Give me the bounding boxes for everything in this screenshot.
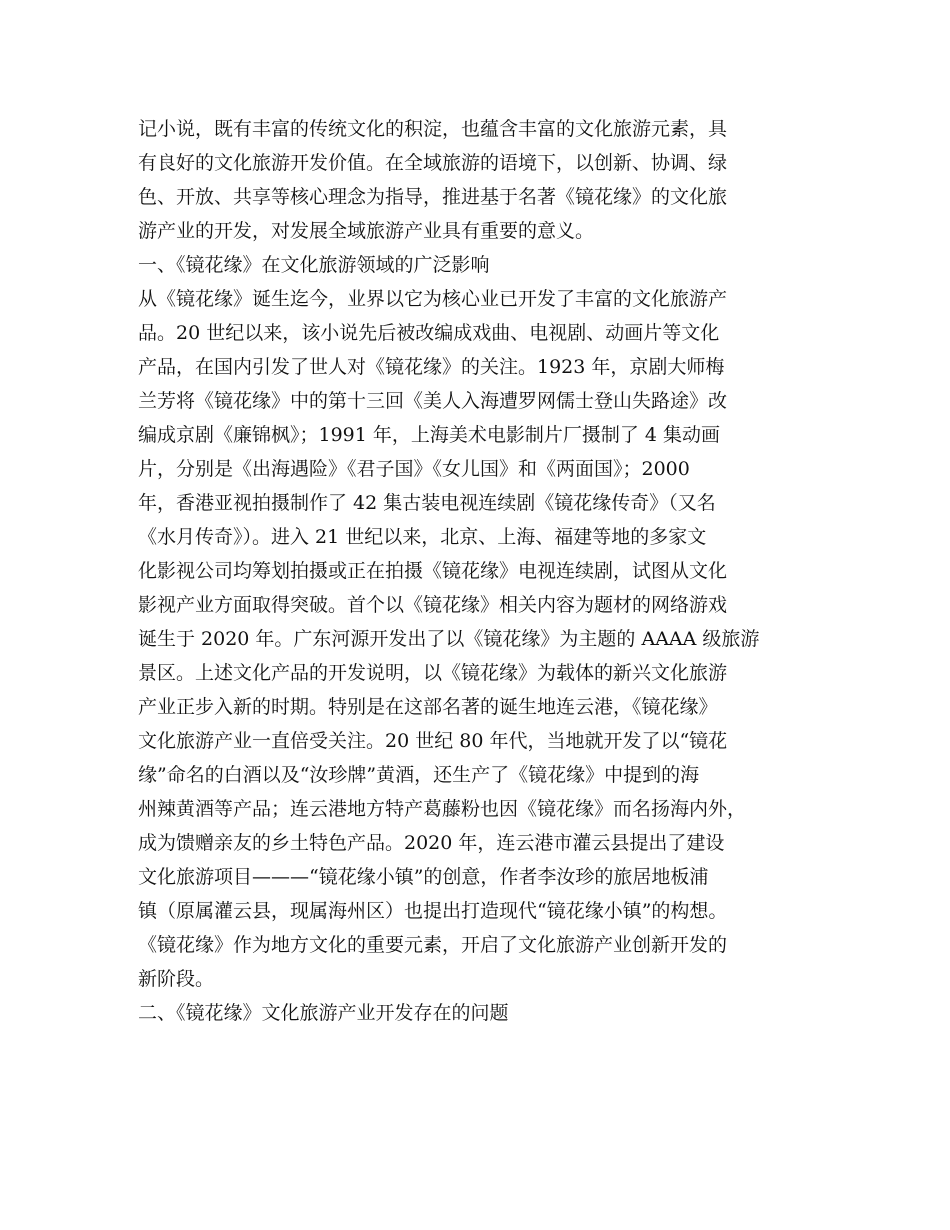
paragraph-line: 文化旅游产业一直倍受关注。20 世纪 80 年代，当地就开发了以“镜花 <box>138 730 728 752</box>
paragraph-line: 《水月传奇》）。进入 21 世纪以来，北京、上海、福建等地的多家文 <box>138 526 707 548</box>
paragraph-line: 镇（原属灌云县，现属海州区）也提出打造现代“镜花缘小镇”的构想。 <box>138 900 728 922</box>
paragraph-line: 产品，在国内引发了世人对《镜花缘》的关注。1923 年，京剧大师梅 <box>138 356 725 378</box>
paragraph-line: 片，分别是《出海遇险》《君子国》《女儿国》和《两面国》；2000 <box>138 458 690 480</box>
paragraph-line: 《镜花缘》作为地方文化的重要元素，开启了文化旅游产业创新开发的 <box>138 934 728 956</box>
paragraph-line: 色、开放、共享等核心理念为指导，推进基于名著《镜花缘》的文化旅 <box>138 186 728 208</box>
paragraph-line: 成为馈赠亲友的乡土特色产品。2020 年，连云港市灌云县提出了建设 <box>138 832 725 854</box>
paragraph-line: 游产业的开发，对发展全域旅游产业具有重要的意义。 <box>138 220 595 242</box>
paragraph-line: 有良好的文化旅游开发价值。在全域旅游的语境下，以创新、协调、绿 <box>138 152 728 174</box>
paragraph-line: 产业正步入新的时期。特别是在这部名著的诞生地连云港，《镜花缘》 <box>138 696 718 718</box>
document-body <box>138 112 818 1030</box>
paragraph-line: 从《镜花缘》诞生迄今，业界以它为核心业已开发了丰富的文化旅游产 <box>138 288 728 310</box>
paragraph-line: 文化旅游项目———“镜花缘小镇”的创意，作者李汝珍的旅居地板浦 <box>138 866 709 888</box>
paragraph-line: 品。20 世纪以来，该小说先后被改编成戏曲、电视剧、动画片等文化 <box>138 322 720 344</box>
paragraph-line: 影视产业方面取得突破。首个以《镜花缘》相关内容为题材的网络游戏 <box>138 594 728 616</box>
paragraph-line: 年，香港亚视拍摄制作了 42 集古装电视连续剧《镜花缘传奇》（又名 <box>138 492 716 514</box>
paragraph-line: 缘”命名的白酒以及“汝珍牌”黄酒，还生产了《镜花缘》中提到的海 <box>138 764 700 786</box>
paragraph-line: 兰芳将《镜花缘》中的第十三回《美人入海遭罗网儒士登山失路途》改 <box>138 390 728 412</box>
section-heading: 一、《镜花缘》在文化旅游领域的广泛影响 <box>138 254 490 276</box>
paragraph-line: 州辣黄酒等产品；连云港地方特产葛藤粉也因《镜花缘》而名扬海内外， <box>138 798 747 820</box>
paragraph-line: 景区。上述文化产品的开发说明，以《镜花缘》为载体的新兴文化旅游 <box>138 662 728 684</box>
paragraph-line: 诞生于 2020 年。广东河源开发出了以《镜花缘》为主题的 AAAA 级旅游 <box>138 628 760 650</box>
paragraph-line: 化影视公司均筹划拍摄或正在拍摄《镜花缘》电视连续剧，试图从文化 <box>138 560 728 582</box>
section-heading: 二、《镜花缘》文化旅游产业开发存在的问题 <box>138 1002 509 1024</box>
paragraph-line: 新阶段。 <box>138 968 215 990</box>
paragraph-line: 编成京剧《廉锦枫》；1991 年，上海美术电影制片厂摄制了 4 集动画 <box>138 424 721 446</box>
paragraph-line: 记小说，既有丰富的传统文化的积淀，也蕴含丰富的文化旅游元素，具 <box>138 118 728 140</box>
